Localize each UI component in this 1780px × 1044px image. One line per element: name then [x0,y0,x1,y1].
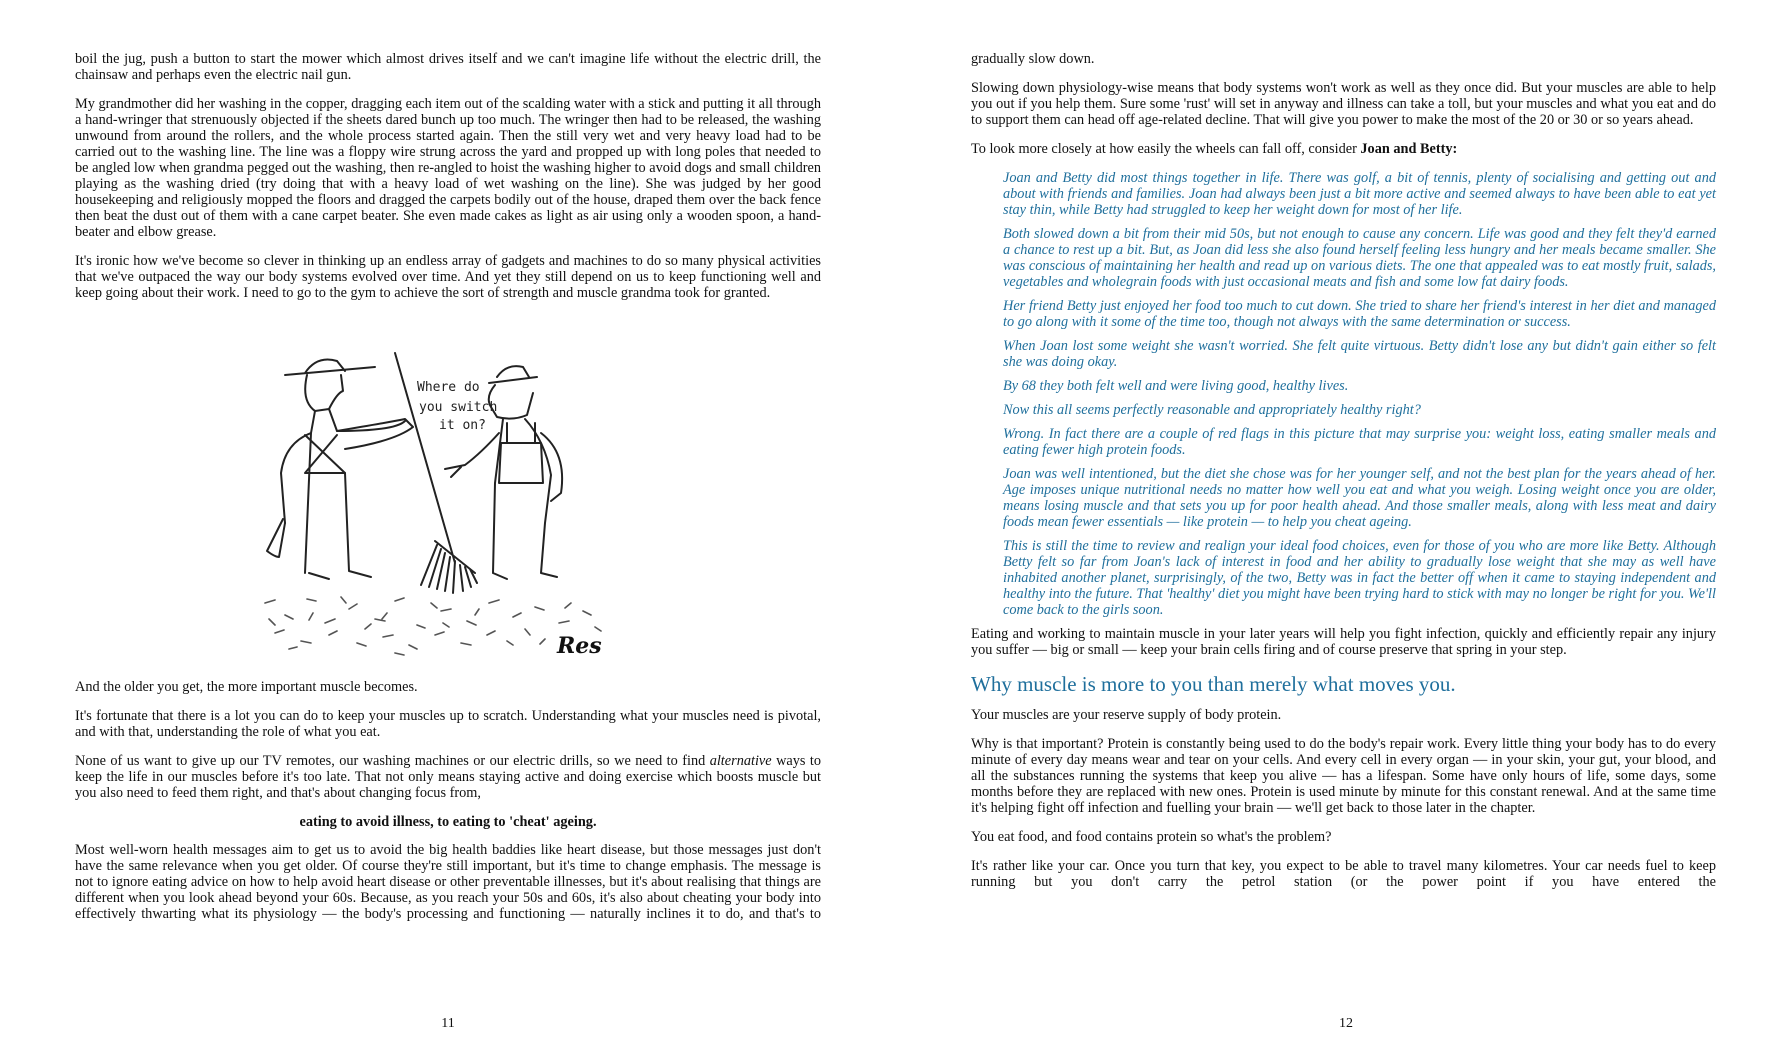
left-man-head [305,375,343,411]
story-paragraph: When Joan lost some weight she wasn't worried. She felt quite virtuous. Betty didn't lose any but didn't gain either so felt she was doing okay. [1003,338,1716,370]
page-number-right: 12 [1339,1016,1353,1031]
story-paragraph: Joan and Betty did most things together in life. There was golf, a bit of tennis, plenty of socialising and getting out and about with friends and families. Joan had always been just a bit more active and seemed always to have been able to eat yet stay thin, while Betty had struggled to keep her weight down for most of her life. [1003,170,1716,218]
story-paragraph: Joan was well intentioned, but the diet she chose was for her younger self, and not the best plan for the years ahead of her. Age imposes unique nutritional needs no matter how well you eat and what you weigh. Losing weight once you are older, means losing muscle and that sets you up for poor health ahead. And those smaller meals, along with less meat and dairy foods mean fewer essentials — like protein — to help you cheat ageing. [1003,466,1716,530]
speech-line-3: it on? [439,418,486,433]
right-paragraph-5: Your muscles are your reserve supply of body protein. [971,707,1282,723]
right-man-arm [445,433,499,477]
left-man-body [281,409,405,579]
hedge-clippers-icon [267,519,285,557]
left-paragraph-8: Most well-worn health messages aim to get us to avoid the big health baddies like heart disease, but those messages just don't have the same relevance when you get older. Of course they're still important, but it's time to change emphasis. The message is not to ignore eating advice on how to help avoid heart disease or other preventable illnesses, but it's about realising that things are different when you look ahead beyond your 60s. Because, as you reach your 50s and 60s, it's also about cheating your body into effectively thwarting what its physiology — the body's processing and functioning — naturally inclines it to do, and that's to [75,842,821,922]
page-number-left: 11 [441,1016,455,1031]
leaves-ground [265,597,601,655]
right-paragraph-2: Slowing down physiology-wise means that body systems won't work as well as they once did. But your muscles are able to help you out if you help them. Sure some 'rust' will set in anyway and illness can take a toll, but your muscles and what you eat and do to support them can head off age-related decline. That will give you power to make the most of the 20 or 30 or so years ahead. [971,80,1716,128]
left-paragraph-6-start: None of us want to give up our TV remotes, our washing machines or our electric drills, so we need to find [75,753,710,769]
right-text-column [971,51,1716,903]
section-heading: Why muscle is more to you than merely what moves you. [971,672,1456,696]
story-paragraph: This is still the time to review and realign your ideal food choices, even for those of you who are more like Betty. Although Betty felt so far from Joan's lack of interest in food and her ability to gradually lose weight that she may as well have inhabited another planet, surprisingly, of the two, Betty was in fact the better off when it came to staying independent and healthy into the future. That 'healthy' diet you might have been trying hard to stick with may no longer be right for you. We'll come back to the girls soon. [1003,538,1716,618]
right-paragraph-4: Eating and working to maintain muscle in your later years will help you fight infection, quickly and efficiently repair any injury you suffer — big or small — keep your brain cells firing and of course preserve that spring in your step. [971,626,1716,658]
right-man-overalls [499,423,543,483]
left-paragraph-6-italic: alternative [709,753,772,769]
left-paragraph-3: It's ironic how we've become so clever in thinking up an endless array of gadgets and machines to do so many physical activities that we've outpaced the way our body systems evolved over time. And yet they still depend on us to keep functioning well and keep going about their work. I need to go to the gym to achieve the sort of strength and muscle grandma took for granted. [75,253,821,301]
joan-betty-story [1003,170,1716,618]
right-paragraph-1: gradually slow down. [971,51,1095,67]
speech-line-2: you switch [419,400,498,415]
speech-line-1: Where do [417,380,480,395]
right-paragraph-7: You eat food, and food contains protein so what's the problem? [971,829,1332,845]
right-paragraph-6: Why is that important? Protein is constantly being used to do the body's repair work. Every little thing your body has to do every minute of every day means wear and tear on your cells. And every cell in every organ — in your skin, your gut, your blood, and all the substances running the systems that keep you alive — has a lifespan. Some have only hours of life, some days, some months before they are replaced with new ones. Protein is used minute by minute for this constant renewal. And at the same time it's helping fight off infection and fuelling your brain — we'll get back to those later in the chapter. [971,736,1716,816]
left-text-column [75,51,821,935]
left-paragraph-6-end: ways to keep the life in our muscles before it's too late. That not only means staying active and doing exercise which boosts muscle but you also need to feed them right, and that's about changing focus from, [75,753,822,801]
cartoon-illustration [245,323,645,663]
left-paragraph-5: It's fortunate that there is a lot you can do to keep your muscles up to scratch. Understanding what your muscles need is pivotal, and with that, understanding the role of what you eat. [75,708,821,740]
story-paragraph: Both slowed down a bit from their mid 50s, but not enough to cause any concern. Life was good and they felt they'd earned a chance to rest up a bit. But, as Joan did less she also found herself feeling less hungry and her meals became smaller. She was conscious of maintaining her health and read up on various diets. The one that appealed was to eat mostly fruit, salads, vegetables and wholegrain foods with just occasional meats and fish and some low fat dairy foods. [1003,226,1716,290]
right-page [890,0,1780,1044]
cartoon-signature: Res [557,633,602,659]
left-paragraph-1: boil the jug, push a button to start the mower which almost drives itself and we can't imagine life without the electric drill, the chainsaw and perhaps even the electric nail gun. [75,51,821,83]
story-paragraph: Wrong. In fact there are a couple of red flags in this picture that may surprise you: weight loss, eating smaller meals and eating fewer high protein foods. [1003,426,1716,458]
right-man-hip-arm [541,433,562,501]
right-paragraph-3-start: To look more closely at how easily the wheels can fall off, consider [971,141,1361,157]
left-paragraph-6 [75,753,821,801]
story-paragraph: Now this all seems perfectly reasonable and appropriately healthy right? [1003,402,1421,418]
right-man-hat [489,366,537,383]
left-paragraph-2: My grandmother did her washing in the copper, dragging each item out of the scalding water with a stick and putting it all through a hand-wringer that strenuously objected if the sheets dared bunch up too much. The wringer then had to be released, the washing unwound from around the rollers, and the whole process started again. Then the still very wet and very heavy load had to be carried out to the washing line. The line was a floppy wire strung across the yard and propped up with long poles that needed to be angled low when grandma pegged out the washing, then re-angled to hoist the washing higher to avoid dogs and small children playing as the washing dried (try doing that with a heavy load of wet washing on the line). She was judged by her good housekeeping and religiously mopped the floors and dragged the carpets bodily out of the house, draped them over the back fence then beat the dust out of them with a cane carpet beater. She even made cakes as light as air using only a wooden spoon, a hand-beater and elbow grease. [75,96,821,240]
story-paragraph: Her friend Betty just enjoyed her food too much to cut down. She tried to share her friend's interest in her diet and managed to go along with it some of the time too, though not always with the same determination or success. [1003,298,1716,330]
right-paragraph-3-bold: Joan and Betty: [1360,141,1458,157]
left-paragraph-4: And the older you get, the more important muscle becomes. [75,679,418,695]
left-man-hat [285,360,375,376]
left-bold-statement: eating to avoid illness, to eating to 'cheat' ageing. [299,814,597,830]
story-paragraph: By 68 they both felt well and were living good, healthy lives. [1003,378,1349,394]
right-paragraph-3 [971,141,1716,157]
right-paragraph-8: It's rather like your car. Once you turn that key, you expect to be able to travel many kilometres. Your car needs fuel to keep running but you don't carry the petrol station (or the power point if you have entered the [971,858,1716,890]
